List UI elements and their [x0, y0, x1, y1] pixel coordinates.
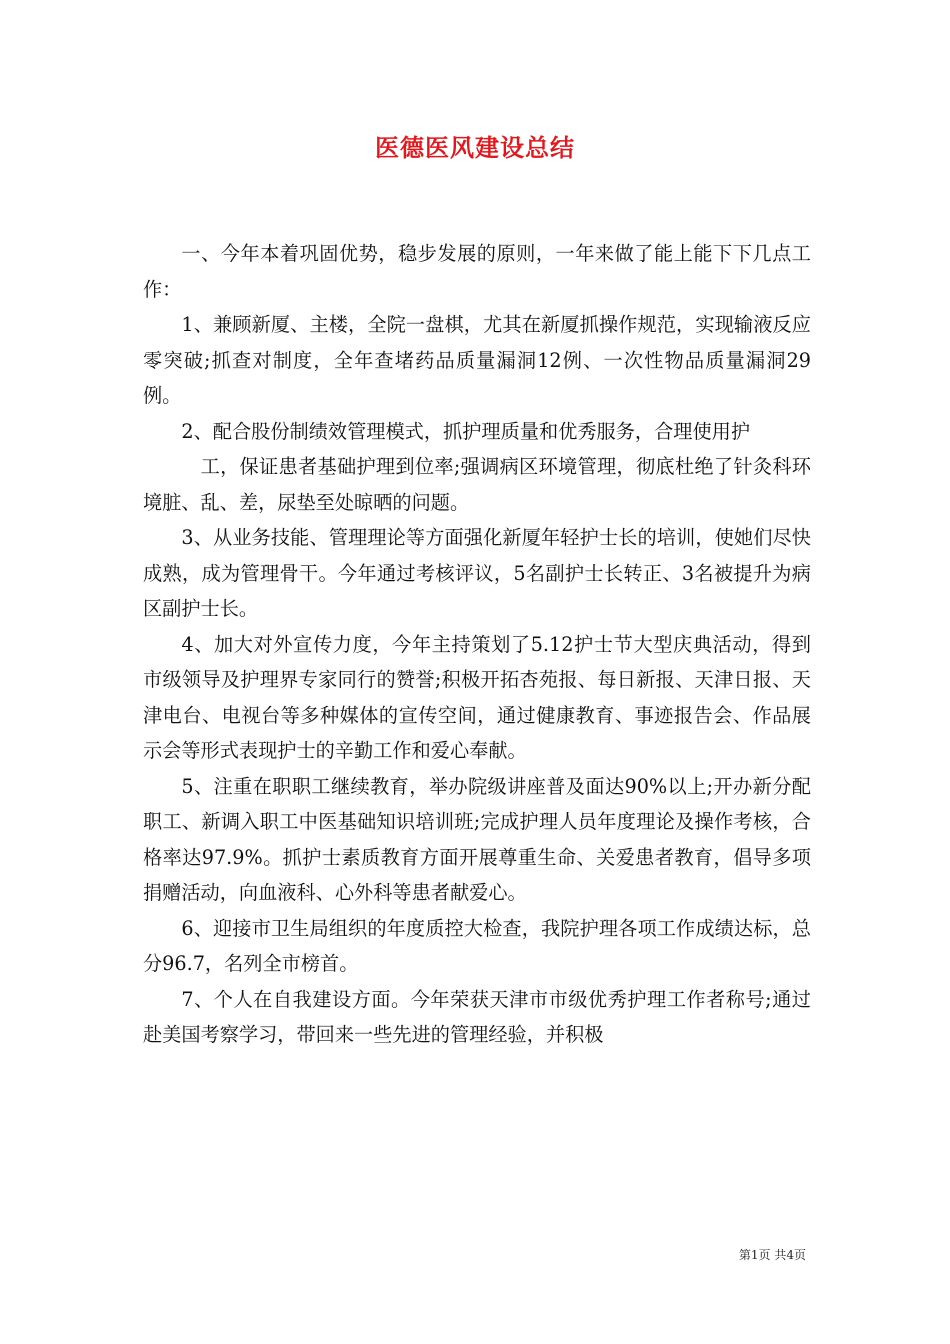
paragraph-item-3: 3、从业务技能、管理理论等方面强化新厦年轻护士长的培训，使她们尽快成熟，成为管理骨干。今年通过考核评议，5名副护士长转正、3名被提升为病区副护士长。	[143, 526, 811, 620]
document-title: 医德医风建设总结	[375, 133, 575, 162]
paragraph-item-5: 5、注重在职职工继续教育，举办院级讲座普及面达90%以上;开办新分配职工、新调入职工中医基础知识培训班;完成护理人员年度理论及操作考核，合格率达97.9%。抓护士素质教育方面开展尊重生命、关爱患者教育，倡导多项捐赠活动，向血液科、心外科等患者献爱心。	[143, 774, 811, 904]
paragraph-item-4: 4、加大对外宣传力度，今年主持策划了5.12护士节大型庆典活动，得到市级领导及护理界专家同行的赞誉;积极开拓杏苑报、每日新报、天津日报、天津电台、电视台等多种媒体的宣传空间，通过健康教育、事迹报告会、作品展示会等形式表现护士的辛勤工作和爱心奉献。	[143, 632, 811, 762]
page-number-footer: 第1页 共4页	[738, 1248, 806, 1262]
paragraph-item-7: 7、个人在自我建设方面。今年荣获天津市市级优秀护理工作者称号;通过赴美国考察学习，带回来一些先进的管理经验，并积极	[143, 987, 811, 1046]
paragraph-intro: 一、今年本着巩固优势，稳步发展的原则，一年来做了能上能下下几点工作：	[143, 242, 811, 301]
paragraph-item-2-continued: 工，保证患者基础护理到位率;强调病区环境管理，彻底杜绝了针灸科环境脏、乱、差，尿垫至处晾晒的问题。	[143, 455, 811, 514]
paragraph-item-6: 6、迎接市卫生局组织的年度质控大检查，我院护理各项工作成绩达标，总分96.7，名列全市榜首。	[143, 916, 811, 975]
paragraph-item-2: 2、配合股份制绩效管理模式，抓护理质量和优秀服务，合理使用护	[181, 419, 751, 443]
document-body	[143, 236, 811, 1053]
paragraph-item-1: 1、兼顾新厦、主楼，全院一盘棋，尤其在新厦抓操作规范，实现输液反应零突破;抓查对制度，全年查堵药品质量漏洞12例、一次性物品质量漏洞29例。	[143, 313, 811, 407]
